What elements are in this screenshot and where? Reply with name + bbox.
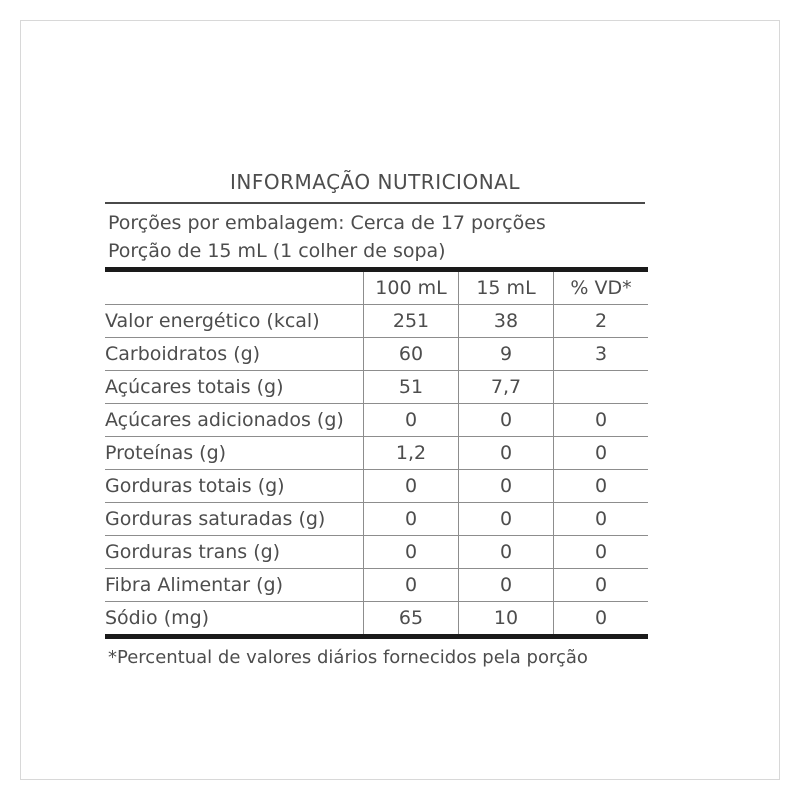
value-vd: 0 xyxy=(554,569,649,602)
column-header-15ml: 15 mL xyxy=(459,270,554,305)
servings-per-package: Porções por embalagem: Cerca de 17 porções xyxy=(108,212,546,234)
value-vd: 0 xyxy=(554,602,649,637)
value-100ml: 0 xyxy=(364,569,459,602)
table-row xyxy=(105,371,648,404)
value-15ml: 38 xyxy=(459,305,554,338)
nutrient-name: Carboidratos (g) xyxy=(105,338,364,371)
value-100ml: 0 xyxy=(364,404,459,437)
nutrient-name: Proteínas (g) xyxy=(105,437,364,470)
nutrient-name: Sódio (mg) xyxy=(105,602,364,637)
value-100ml: 0 xyxy=(364,503,459,536)
value-15ml: 0 xyxy=(459,569,554,602)
nutrition-table-body xyxy=(105,270,648,637)
value-100ml: 0 xyxy=(364,470,459,503)
value-15ml: 0 xyxy=(459,503,554,536)
value-15ml: 10 xyxy=(459,602,554,637)
table-row xyxy=(105,305,648,338)
nutrition-title: INFORMAÇÃO NUTRICIONAL xyxy=(105,170,645,204)
value-100ml: 51 xyxy=(364,371,459,404)
nutrient-name: Fibra Alimentar (g) xyxy=(105,569,364,602)
value-vd: 0 xyxy=(554,404,649,437)
value-100ml: 1,2 xyxy=(364,437,459,470)
table-row xyxy=(105,602,648,637)
servings-info xyxy=(60,204,740,267)
nutrient-name: Gorduras trans (g) xyxy=(105,536,364,569)
table-row xyxy=(105,503,648,536)
nutrient-name: Gorduras totais (g) xyxy=(105,470,364,503)
daily-value-footnote: *Percentual de valores diários fornecidos pela porção xyxy=(108,647,588,669)
table-row xyxy=(105,470,648,503)
table-row xyxy=(105,437,648,470)
table-row xyxy=(105,536,648,569)
value-100ml: 60 xyxy=(364,338,459,371)
value-100ml: 0 xyxy=(364,536,459,569)
value-100ml: 251 xyxy=(364,305,459,338)
value-15ml: 0 xyxy=(459,470,554,503)
value-15ml: 7,7 xyxy=(459,371,554,404)
table-row xyxy=(105,404,648,437)
value-15ml: 9 xyxy=(459,338,554,371)
nutrient-name: Açúcares totais (g) xyxy=(105,371,364,404)
nutrient-name: Valor energético (kcal) xyxy=(105,305,364,338)
nutrition-facts-panel xyxy=(60,170,740,668)
serving-size: Porção de 15 mL (1 colher de sopa) xyxy=(108,239,446,262)
nutrient-name: Gorduras saturadas (g) xyxy=(105,503,364,536)
value-vd: 3 xyxy=(554,338,649,371)
value-vd: 0 xyxy=(554,536,649,569)
table-header-row xyxy=(105,270,648,305)
column-header-vd: % VD* xyxy=(554,270,649,305)
value-vd: 0 xyxy=(554,503,649,536)
table-row xyxy=(105,569,648,602)
nutrition-table xyxy=(105,267,648,639)
value-15ml: 0 xyxy=(459,536,554,569)
value-vd: 0 xyxy=(554,437,649,470)
value-vd xyxy=(554,371,649,404)
column-header-nutrient xyxy=(105,270,364,305)
nutrient-name: Açúcares adicionados (g) xyxy=(105,404,364,437)
value-100ml: 65 xyxy=(364,602,459,637)
value-vd: 0 xyxy=(554,470,649,503)
value-vd: 2 xyxy=(554,305,649,338)
value-15ml: 0 xyxy=(459,437,554,470)
value-15ml: 0 xyxy=(459,404,554,437)
column-header-100ml: 100 mL xyxy=(364,270,459,305)
table-row xyxy=(105,338,648,371)
